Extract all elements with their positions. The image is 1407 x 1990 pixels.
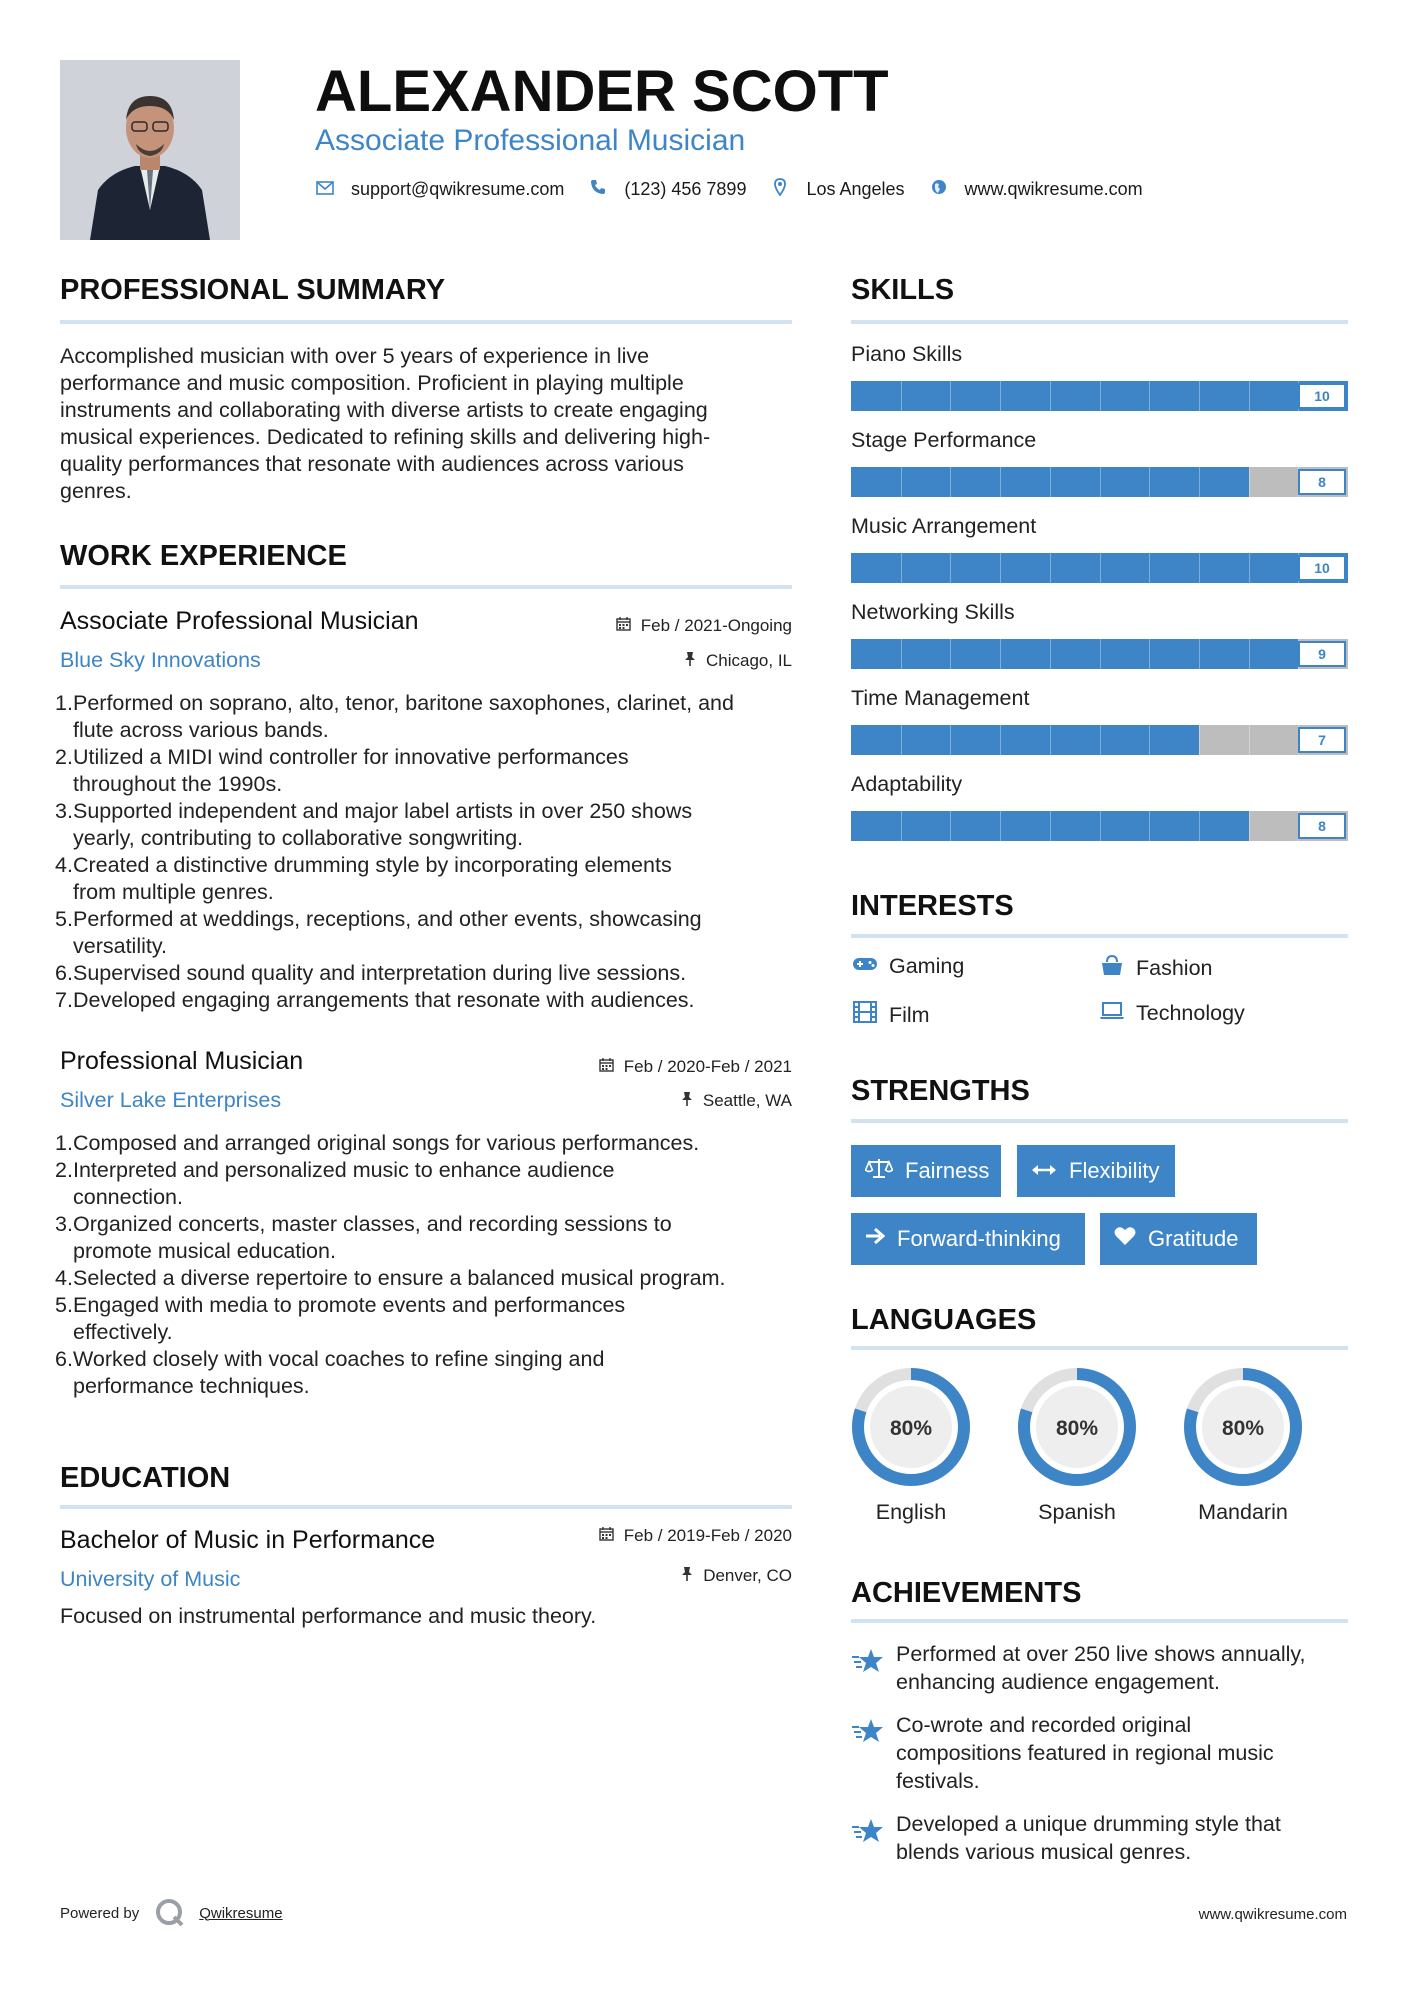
shopping-bag-icon bbox=[1098, 954, 1126, 982]
job-duties-list bbox=[55, 1130, 800, 1400]
job-date bbox=[616, 616, 792, 636]
skill-bar-segment bbox=[1149, 811, 1150, 841]
skill-bar-segment bbox=[1199, 725, 1200, 755]
list-line: Developed engaging arrangements that resonate with audiences. bbox=[73, 988, 695, 1012]
achievement-item bbox=[896, 1711, 1346, 1795]
achievement-item bbox=[896, 1810, 1346, 1866]
education-heading: EDUCATION bbox=[60, 1462, 231, 1494]
list-number: 1. bbox=[55, 1131, 73, 1155]
education-description: Focused on instrumental performance and music theory. bbox=[60, 1604, 597, 1628]
skill-bar-segment bbox=[1199, 381, 1200, 411]
job-location bbox=[684, 651, 792, 671]
map-marker-icon bbox=[770, 178, 790, 201]
job-location bbox=[681, 1091, 792, 1111]
qwikresume-link[interactable]: Qwikresume bbox=[199, 1904, 283, 1922]
strength-label: Fairness bbox=[905, 1158, 990, 1183]
list-item bbox=[55, 1130, 800, 1157]
education-date-text: Feb / 2019-Feb / 2020 bbox=[623, 1526, 792, 1545]
list-line: Interpreted and personalized music to enhance audience bbox=[73, 1158, 615, 1182]
gamepad-icon bbox=[851, 955, 879, 978]
skill-bar-segment bbox=[901, 381, 902, 411]
skill-bar-segment bbox=[901, 725, 902, 755]
skill-bar-segment bbox=[1050, 381, 1051, 411]
list-line: connection. bbox=[73, 1185, 183, 1209]
job-date-text: Feb / 2020-Feb / 2021 bbox=[623, 1057, 792, 1076]
globe-icon bbox=[929, 179, 949, 200]
achievements-divider bbox=[851, 1619, 1348, 1623]
skill-bar-segment bbox=[1249, 725, 1250, 755]
skill-bar-segment bbox=[901, 467, 902, 497]
list-line: Created a distinctive drumming style by incorporating elements bbox=[73, 853, 672, 877]
contact-bar bbox=[315, 178, 1167, 201]
degree-title: Bachelor of Music in Performance bbox=[60, 1526, 436, 1554]
phone-icon bbox=[588, 179, 608, 200]
arrow-right-icon bbox=[865, 1227, 885, 1251]
skill-bar-segment bbox=[901, 553, 902, 583]
strength-tag bbox=[851, 1213, 1085, 1265]
list-item bbox=[55, 690, 800, 744]
footer-branding bbox=[60, 1898, 283, 1928]
language-name: Spanish bbox=[1038, 1500, 1116, 1524]
powered-by-text: Powered by bbox=[60, 1904, 140, 1922]
education-divider bbox=[60, 1505, 792, 1509]
skill-bar-segment bbox=[901, 639, 902, 669]
job-title: Professional Musician bbox=[60, 1047, 304, 1075]
skill-bar-segment bbox=[1149, 639, 1150, 669]
star-badge-icon bbox=[851, 1816, 885, 1846]
skill-bar-segment bbox=[1199, 639, 1200, 669]
skill-bar-segment bbox=[950, 467, 951, 497]
candidate-role: Associate Professional Musician bbox=[315, 124, 746, 157]
list-number: 5. bbox=[55, 1293, 73, 1317]
skill-bar bbox=[851, 381, 1348, 411]
list-line: Supervised sound quality and interpretation during live sessions. bbox=[73, 961, 687, 985]
achievement-line: compositions featured in regional music bbox=[896, 1741, 1274, 1765]
list-item bbox=[55, 1292, 800, 1346]
achievement-line: Performed at over 250 live shows annually, bbox=[896, 1642, 1306, 1666]
skill-bar-segment bbox=[1149, 467, 1150, 497]
profile-photo bbox=[60, 60, 240, 240]
skill-name: Time Management bbox=[851, 686, 1030, 710]
skill-score-badge: 7 bbox=[1298, 727, 1346, 753]
interest-item bbox=[851, 954, 964, 979]
list-number: 2. bbox=[55, 1158, 73, 1182]
envelope-icon bbox=[315, 180, 335, 200]
interest-label: Gaming bbox=[889, 954, 965, 978]
summary-line: genres. bbox=[60, 479, 132, 503]
list-line: Performed at weddings, receptions, and other events, showcasing bbox=[73, 907, 702, 931]
summary-line: instruments and collaborating with diverse artists to create engaging bbox=[60, 398, 708, 422]
list-number: 6. bbox=[55, 1347, 73, 1371]
education-location bbox=[681, 1566, 792, 1586]
pushpin-icon bbox=[681, 1093, 697, 1110]
contact-website[interactable]: www.qwikresume.com bbox=[964, 179, 1143, 199]
job-location-text: Chicago, IL bbox=[706, 651, 792, 670]
list-item bbox=[55, 744, 800, 798]
list-line: versatility. bbox=[73, 934, 167, 958]
skill-bar-segment bbox=[1100, 811, 1101, 841]
interest-label: Technology bbox=[1136, 1001, 1245, 1025]
ring-percent-label: 80% bbox=[1055, 1417, 1099, 1440]
skill-bar-segment bbox=[950, 725, 951, 755]
skill-bar-segment bbox=[901, 811, 902, 841]
skill-bar-fill bbox=[851, 725, 1199, 755]
calendar-icon bbox=[616, 618, 635, 635]
summary-heading: PROFESSIONAL SUMMARY bbox=[60, 274, 446, 306]
skill-bar-segment bbox=[1100, 639, 1101, 669]
ring-percent-label: 80% bbox=[1221, 1417, 1265, 1440]
skill-bar-segment bbox=[1149, 553, 1150, 583]
skill-bar-segment bbox=[1050, 725, 1051, 755]
list-item bbox=[55, 852, 800, 906]
skill-score-badge: 8 bbox=[1298, 813, 1346, 839]
skill-bar-segment bbox=[1000, 381, 1001, 411]
interests-heading: INTERESTS bbox=[851, 890, 1014, 922]
list-item bbox=[55, 987, 800, 1014]
interest-item bbox=[1098, 954, 1213, 982]
skill-name: Adaptability bbox=[851, 772, 963, 796]
list-item bbox=[55, 1346, 800, 1400]
list-line: from multiple genres. bbox=[73, 880, 274, 904]
skill-bar-segment bbox=[1000, 725, 1001, 755]
language-progress-ring bbox=[850, 1366, 972, 1488]
skill-name: Stage Performance bbox=[851, 428, 1037, 452]
skill-bar-segment bbox=[1100, 381, 1101, 411]
skill-score-badge: 10 bbox=[1298, 383, 1346, 409]
calendar-icon bbox=[599, 1528, 618, 1545]
list-line: effectively. bbox=[73, 1320, 173, 1344]
list-line: Worked closely with vocal coaches to refine singing and bbox=[73, 1347, 605, 1371]
strength-label: Gratitude bbox=[1148, 1226, 1239, 1251]
skill-bar-segment bbox=[1199, 553, 1200, 583]
summary-line: quality performances that resonate with audiences across various bbox=[60, 452, 684, 476]
achievement-item bbox=[896, 1640, 1346, 1696]
arrows-horizontal-icon bbox=[1031, 1160, 1057, 1183]
summary-line: Accomplished musician with over 5 years of experience in live bbox=[60, 344, 650, 368]
job-date bbox=[599, 1057, 792, 1077]
job-location-text: Seattle, WA bbox=[702, 1091, 792, 1110]
skill-bar-segment bbox=[1050, 553, 1051, 583]
achievement-line: Co-wrote and recorded original bbox=[896, 1713, 1192, 1737]
skills-divider bbox=[851, 320, 1348, 324]
star-badge-icon bbox=[851, 1646, 885, 1676]
list-number: 3. bbox=[55, 1212, 73, 1236]
strength-tag bbox=[1100, 1213, 1257, 1265]
interest-item bbox=[1098, 1001, 1245, 1026]
achievement-line: festivals. bbox=[896, 1769, 980, 1793]
list-number: 4. bbox=[55, 853, 73, 877]
strength-tag bbox=[851, 1145, 1001, 1197]
skill-bar-segment bbox=[1249, 467, 1250, 497]
skill-bar-segment bbox=[1100, 553, 1101, 583]
education-date bbox=[599, 1526, 792, 1546]
list-number: 4. bbox=[55, 1266, 73, 1290]
language-progress-ring bbox=[1016, 1366, 1138, 1488]
summary-text bbox=[60, 343, 800, 505]
skill-bar-segment bbox=[950, 553, 951, 583]
skill-bar-segment bbox=[1000, 639, 1001, 669]
skill-bar-fill bbox=[851, 639, 1298, 669]
star-badge-icon bbox=[851, 1716, 885, 1746]
list-line: Selected a diverse repertoire to ensure a balanced musical program. bbox=[73, 1266, 726, 1290]
skill-bar-segment bbox=[1050, 811, 1051, 841]
summary-line: musical experiences. Dedicated to refining skills and delivering high- bbox=[60, 425, 711, 449]
balance-scale-icon bbox=[865, 1157, 893, 1185]
candidate-name: ALEXANDER SCOTT bbox=[315, 59, 889, 124]
skill-bar-segment bbox=[1100, 467, 1101, 497]
pushpin-icon bbox=[684, 653, 700, 670]
languages-divider bbox=[851, 1346, 1348, 1350]
achievements-heading: ACHIEVEMENTS bbox=[851, 1577, 1082, 1609]
skill-bar-segment bbox=[950, 811, 951, 841]
skill-bar-segment bbox=[1050, 639, 1051, 669]
skill-score-badge: 9 bbox=[1298, 641, 1346, 667]
list-line: performance techniques. bbox=[73, 1374, 310, 1398]
skill-bar bbox=[851, 467, 1348, 497]
skill-bar-segment bbox=[950, 381, 951, 411]
strengths-divider bbox=[851, 1119, 1348, 1123]
job-duties-list bbox=[55, 690, 800, 1014]
achievement-line: enhancing audience engagement. bbox=[896, 1670, 1220, 1694]
qwikresume-logo-icon bbox=[155, 1898, 185, 1928]
job-title: Associate Professional Musician bbox=[60, 607, 419, 635]
skill-score-badge: 8 bbox=[1298, 469, 1346, 495]
skill-bar-segment bbox=[1000, 811, 1001, 841]
skill-bar-segment bbox=[1249, 639, 1250, 669]
education-location-text: Denver, CO bbox=[703, 1566, 792, 1585]
job-date-text: Feb / 2021-Ongoing bbox=[640, 616, 792, 635]
skill-bar-segment bbox=[1149, 725, 1150, 755]
strength-tag bbox=[1017, 1145, 1175, 1197]
list-number: 3. bbox=[55, 799, 73, 823]
contact-email[interactable]: support@qwikresume.com bbox=[351, 179, 565, 199]
skill-bar-segment bbox=[1050, 467, 1051, 497]
list-item bbox=[55, 1157, 800, 1211]
list-number: 2. bbox=[55, 745, 73, 769]
skill-bar-segment bbox=[1000, 553, 1001, 583]
skill-bar-segment bbox=[1000, 467, 1001, 497]
film-icon bbox=[851, 1001, 879, 1029]
language-name: Mandarin bbox=[1198, 1500, 1288, 1524]
calendar-icon bbox=[599, 1059, 618, 1076]
list-line: yearly, contributing to collaborative songwriting. bbox=[73, 826, 524, 850]
skill-name: Music Arrangement bbox=[851, 514, 1037, 538]
skill-name: Piano Skills bbox=[851, 342, 963, 366]
skill-name: Networking Skills bbox=[851, 600, 1015, 624]
list-line: Organized concerts, master classes, and recording sessions to bbox=[73, 1212, 672, 1236]
list-line: Supported independent and major label artists in over 250 shows bbox=[73, 799, 693, 823]
footer-website[interactable]: www.qwikresume.com bbox=[1198, 1906, 1347, 1923]
interest-label: Fashion bbox=[1136, 955, 1213, 980]
skills-heading: SKILLS bbox=[851, 274, 955, 306]
pushpin-icon bbox=[681, 1568, 697, 1585]
strength-label: Forward-thinking bbox=[897, 1226, 1061, 1251]
summary-line: performance and music composition. Proficient in playing multiple bbox=[60, 371, 684, 395]
skill-bar-segment bbox=[1249, 811, 1250, 841]
achievement-line: blends various musical genres. bbox=[896, 1840, 1192, 1864]
skill-bar-segment bbox=[1249, 553, 1250, 583]
achievement-line: Developed a unique drumming style that bbox=[896, 1812, 1281, 1836]
skill-bar-segment bbox=[1199, 467, 1200, 497]
work-divider bbox=[60, 585, 792, 589]
list-line: flute across various bands. bbox=[73, 718, 329, 742]
list-number: 1. bbox=[55, 691, 73, 715]
contact-location: Los Angeles bbox=[806, 179, 905, 199]
languages-heading: LANGUAGES bbox=[851, 1304, 1037, 1336]
heart-icon bbox=[1114, 1226, 1136, 1252]
list-line: Composed and arranged original songs for various performances. bbox=[73, 1131, 700, 1155]
list-item bbox=[55, 1211, 800, 1265]
job-company: Blue Sky Innovations bbox=[60, 648, 261, 672]
strengths-heading: STRENGTHS bbox=[851, 1075, 1030, 1107]
skill-bar bbox=[851, 553, 1348, 583]
list-line: Engaged with media to promote events and performances bbox=[73, 1293, 626, 1317]
skill-bar-segment bbox=[950, 639, 951, 669]
skill-bar-segment bbox=[1249, 381, 1250, 411]
list-number: 7. bbox=[55, 988, 73, 1012]
interests-divider bbox=[851, 934, 1348, 938]
list-line: Performed on soprano, alto, tenor, baritone saxophones, clarinet, and bbox=[73, 691, 734, 715]
skill-bar bbox=[851, 725, 1348, 755]
list-line: promote musical education. bbox=[73, 1239, 336, 1263]
summary-divider bbox=[60, 320, 792, 324]
work-heading: WORK EXPERIENCE bbox=[60, 540, 347, 572]
language-name: English bbox=[875, 1500, 947, 1524]
skill-score-badge: 10 bbox=[1298, 555, 1346, 581]
contact-phone[interactable]: (123) 456 7899 bbox=[624, 179, 747, 199]
language-progress-ring bbox=[1182, 1366, 1304, 1488]
list-line: Utilized a MIDI wind controller for innovative performances bbox=[73, 745, 629, 769]
strength-label: Flexibility bbox=[1069, 1158, 1160, 1183]
skill-bar-segment bbox=[1199, 811, 1200, 841]
list-number: 5. bbox=[55, 907, 73, 931]
interest-label: Film bbox=[889, 1002, 930, 1027]
list-item bbox=[55, 1265, 800, 1292]
list-number: 6. bbox=[55, 961, 73, 985]
interest-item bbox=[851, 1001, 930, 1029]
skill-bar-segment bbox=[1100, 725, 1101, 755]
skill-bar bbox=[851, 811, 1348, 841]
skill-bar-segment bbox=[1149, 381, 1150, 411]
list-item bbox=[55, 906, 800, 960]
skill-bar bbox=[851, 639, 1348, 669]
list-item bbox=[55, 960, 800, 987]
job-company: Silver Lake Enterprises bbox=[60, 1088, 282, 1112]
school-name: University of Music bbox=[60, 1567, 241, 1591]
laptop-icon bbox=[1098, 1002, 1126, 1026]
list-line: throughout the 1990s. bbox=[73, 772, 283, 796]
list-item bbox=[55, 798, 800, 852]
ring-percent-label: 80% bbox=[889, 1417, 933, 1440]
